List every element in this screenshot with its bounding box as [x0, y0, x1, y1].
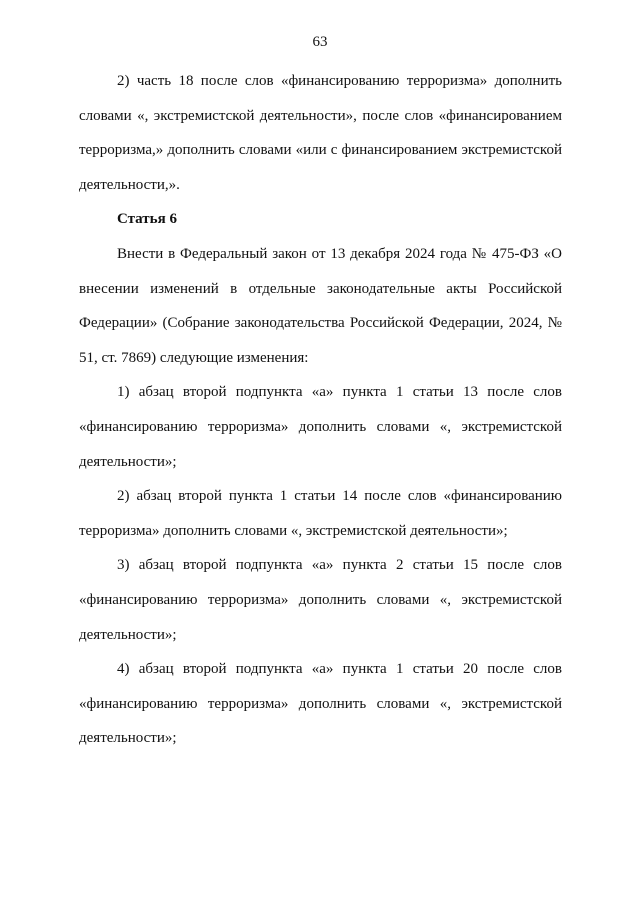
document-body: [79, 64, 562, 756]
paragraph-change-2: 2) абзац второй пункта 1 статьи 14 после слов «финансированию терроризма» дополнить словами «, экстремистской деятельности»;: [79, 488, 562, 539]
paragraph-item-2: 2) часть 18 после слов «финансированию терроризма» дополнить словами «, экстремистской деятельности», после слов «финансированием терроризма,» дополнить словами «или с финансированием экстремистской деятельности,».: [79, 73, 562, 193]
page-number: 63: [312, 34, 328, 50]
paragraph-change-4: 4) абзац второй подпункта «а» пункта 1 статьи 20 после слов «финансированию терроризма» дополнить словами «, экстремистской деятельности»;: [79, 661, 562, 747]
paragraph-change-1: 1) абзац второй подпункта «а» пункта 1 статьи 13 после слов «финансированию терроризма» дополнить словами «, экстремистской деятельности»;: [79, 384, 562, 470]
paragraph-change-3: 3) абзац второй подпункта «а» пункта 2 статьи 15 после слов «финансированию терроризма» дополнить словами «, экстремистской деятельности»;: [79, 557, 562, 643]
paragraph-article-intro: Внести в Федеральный закон от 13 декабря 2024 года № 475-ФЗ «О внесении изменений в отдельные законодательные акты Российской Федерации» (Собрание законодательства Российской Федерации, 2024, № 51, ст. 7869) следующие изменения:: [79, 245, 562, 366]
article-heading: Статья 6: [117, 211, 177, 228]
